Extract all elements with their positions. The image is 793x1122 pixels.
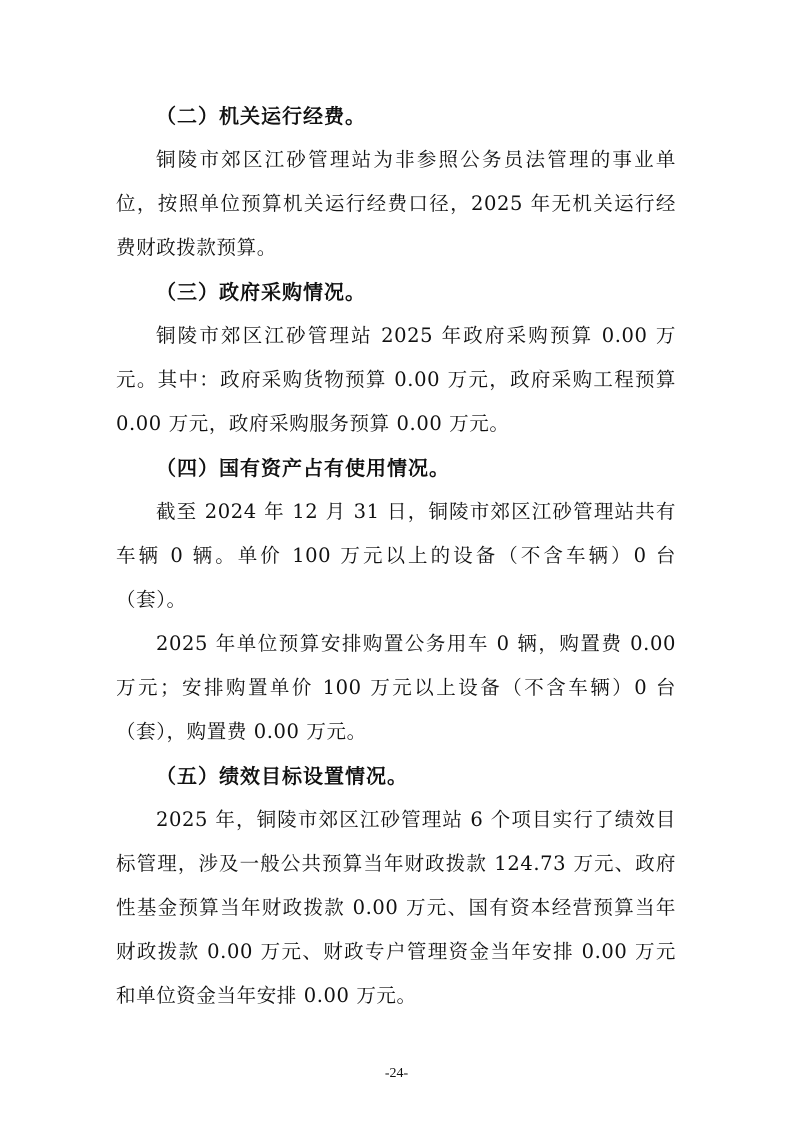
paragraph-state-assets-purchase-plan: 2025 年单位预算安排购置公务用车 0 辆，购置费 0.00 万元；安排购置单价 100 万元以上设备（不含车辆）0 台（套），购置费 0.00 万元。 (116, 632, 676, 743)
paragraph-government-procurement: 铜陵市郊区江砂管理站 2025 年政府采购预算 0.00 万元。其中：政府采购货物预算 0.00 万元，政府采购工程预算 0.00 万元，政府采购服务预算 0.00 万元。 (116, 324, 676, 435)
section-heading-operating-expenses: （二）机关运行经费。 (156, 104, 366, 128)
paragraph-performance-targets: 2025 年，铜陵市郊区江砂管理站 6 个项目实行了绩效目标管理，涉及一般公共预算当年财政拨款 124.73 万元、政府性基金预算当年财政拨款 0.00 万元、国有资本经营预算当年财政拨款 0.00 万元、财政专户管理资金当年安排 0.00 万元和单位资金当年安排 0.00 万元。 (116, 808, 676, 1007)
section-heading-performance-targets: （五）绩效目标设置情况。 (156, 764, 408, 788)
paragraph-operating-expenses: 铜陵市郊区江砂管理站为非参照公务员法管理的事业单位，按照单位预算机关运行经费口径，2025 年无机关运行经费财政拨款预算。 (116, 148, 676, 259)
document-body (116, 94, 676, 1018)
paragraph-state-assets-vehicles: 截至 2024 年 12 月 31 日，铜陵市郊区江砂管理站共有车辆 0 辆。单价 100 万元以上的设备（不含车辆）0 台（套）。 (116, 500, 676, 611)
section-heading-state-assets: （四）国有资产占有使用情况。 (156, 456, 450, 480)
page-number: -24- (384, 1066, 409, 1081)
section-heading-government-procurement: （三）政府采购情况。 (156, 280, 366, 304)
